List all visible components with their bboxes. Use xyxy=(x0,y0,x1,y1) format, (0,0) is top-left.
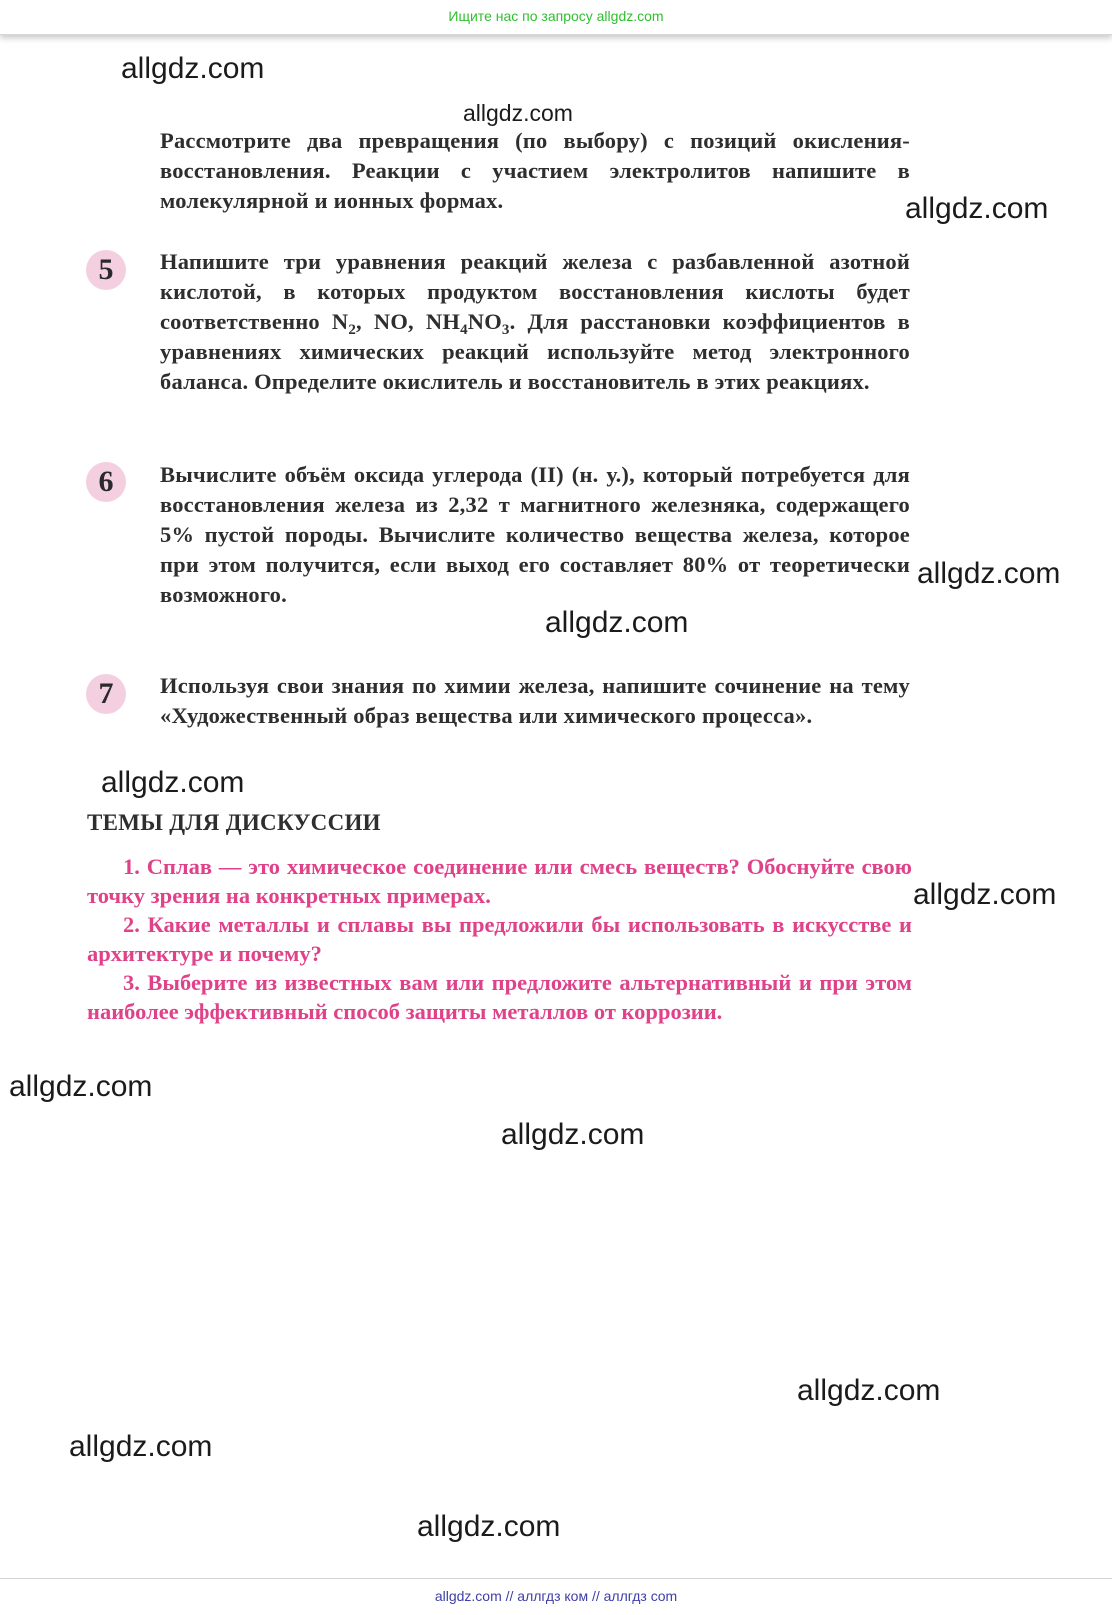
discussion-topic: 3. Выберите из известных вам или предложите альтернативный и при этом наиболее эффективный способ защиты металлов от коррозии. xyxy=(87,970,912,1024)
task-6-text: Вычислите объём оксида углерода (II) (н. у.), который потребуется для восстановления железа из 2,32 т магнитного железняка, содержащего 5% пустой породы. Вычислите количество вещества железа, которое при этом получится, если выход его составляет 80% от теоретически возможного. xyxy=(160,462,910,607)
task-7-text: Используя свои знания по химии железа, напишите сочинение на тему «Художественный образ вещества или химического процесса». xyxy=(160,673,910,728)
task-number-badge: 5 xyxy=(86,250,126,290)
watermark: allgdz.com xyxy=(121,52,265,85)
top-banner xyxy=(0,0,1112,35)
watermark: allgdz.com xyxy=(917,557,1061,590)
bottom-banner-links[interactable]: allgdz.com // аллгдз ком // аллгдз com xyxy=(434,1588,678,1604)
top-banner-text[interactable]: Ищите нас по запросу allgdz.com xyxy=(448,8,664,24)
discussion-topic: 2. Какие металлы и сплавы вы предложили бы использовать в искусстве и архитектуре и почему? xyxy=(87,912,912,966)
task-5-text: Напишите три уравнения реакций железа с разбавленной азотной кислотой, в которых продуктом восстановления кислоты будет соответственно $N_2$, NO, $NH_4NO_3$. Для расстановки коэффициентов в уравнениях химических реакций используйте метод электронного баланса. Определите окислитель и восстановитель в этих реакциях. xyxy=(160,249,910,394)
discussion-topic: 1. Сплав — это химическое соединение или смесь веществ? Обоснуйте свою точку зрения на конкретных примерах. xyxy=(87,854,912,908)
watermark: allgdz.com xyxy=(463,100,573,126)
watermark: allgdz.com xyxy=(501,1118,645,1151)
task-number-badge: 7 xyxy=(86,674,126,714)
watermark: allgdz.com xyxy=(913,878,1057,911)
watermark: allgdz.com xyxy=(545,606,689,639)
watermark: allgdz.com xyxy=(69,1430,213,1463)
watermark: allgdz.com xyxy=(101,766,245,799)
intro-paragraph: Рассмотрите два превращения (по выбору) с позиций окисления-восстановления. Реакции с участием электролитов напишите в молекулярной и ионных формах. xyxy=(160,128,910,213)
task-number-badge: 6 xyxy=(86,462,126,502)
watermark: allgdz.com xyxy=(905,192,1049,225)
watermark: allgdz.com xyxy=(9,1070,153,1103)
watermark: allgdz.com xyxy=(417,1510,561,1543)
discussion-heading: ТЕМЫ ДЛЯ ДИСКУССИИ xyxy=(87,810,381,835)
watermark: allgdz.com xyxy=(797,1374,941,1407)
bottom-banner xyxy=(0,1578,1112,1615)
